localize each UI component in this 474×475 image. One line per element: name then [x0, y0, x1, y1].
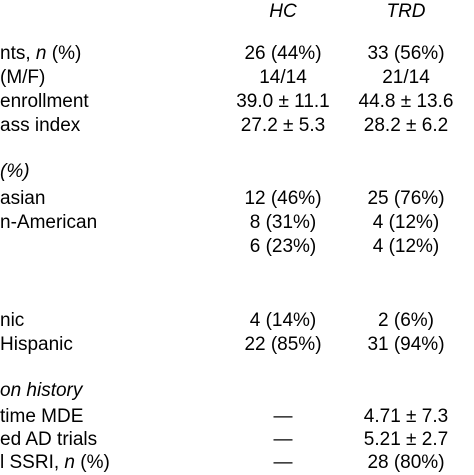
cell-trd: 4.71 ± 7.3 — [363, 406, 449, 427]
table-row — [0, 42, 474, 66]
cell-hc: — — [273, 452, 293, 473]
table-row — [0, 211, 474, 235]
cell-hc: 14/14 — [259, 67, 307, 88]
row-label: Hispanic — [0, 334, 73, 355]
table-row — [0, 187, 474, 211]
row-label: (M/F) — [0, 67, 46, 88]
row-label: time MDE — [0, 406, 84, 427]
table-row — [0, 451, 474, 475]
row-label: n-American — [0, 212, 98, 233]
table-row — [0, 90, 474, 114]
cell-hc: 39.0 ± 11.1 — [236, 91, 330, 112]
cell-hc: 26 (44%) — [244, 43, 322, 64]
cell-trd: 28.2 ± 6.2 — [363, 115, 449, 136]
cell-trd: 28 (80%) — [367, 452, 445, 473]
table-row — [0, 333, 474, 357]
table-row — [0, 235, 474, 259]
row-label: nic — [0, 310, 25, 331]
table-row — [0, 114, 474, 138]
cell-trd: 44.8 ± 13.6 — [358, 91, 454, 112]
cell-hc: — — [273, 406, 293, 427]
table-row — [0, 66, 474, 90]
cell-trd: 21/14 — [382, 67, 430, 88]
column-header-hc: HC — [269, 1, 297, 22]
cell-hc: 27.2 ± 5.3 — [240, 115, 326, 136]
table-row — [0, 428, 474, 452]
table-row — [0, 405, 474, 429]
cell-hc: 6 (23%) — [249, 236, 317, 257]
row-label: asian — [0, 188, 46, 209]
table-row — [0, 309, 474, 333]
row-label: (%) — [0, 161, 30, 182]
cell-hc: 8 (31%) — [249, 212, 317, 233]
cell-hc: — — [273, 429, 293, 450]
column-header-trd: TRD — [386, 1, 426, 22]
row-label: ed AD trials — [0, 429, 98, 450]
cell-trd: 4 (12%) — [372, 236, 440, 257]
table-header — [0, 0, 474, 24]
cell-hc: 4 (14%) — [249, 310, 317, 331]
cell-trd: 33 (56%) — [367, 43, 445, 64]
cell-trd: 5.21 ± 2.7 — [363, 429, 449, 450]
cell-hc: 22 (85%) — [244, 334, 322, 355]
row-label: ass index — [0, 115, 81, 136]
row-label: on history — [0, 380, 83, 401]
cell-trd: 25 (76%) — [367, 188, 445, 209]
row-label: nts, n (%) — [0, 43, 82, 64]
cell-trd: 31 (94%) — [367, 334, 445, 355]
row-label: enrollment — [0, 91, 89, 112]
cell-hc: 12 (46%) — [244, 188, 322, 209]
cell-trd: 4 (12%) — [372, 212, 440, 233]
row-label: l SSRI, n (%) — [0, 452, 110, 473]
cell-trd: 2 (6%) — [378, 310, 434, 331]
section-heading — [0, 160, 474, 184]
section-heading — [0, 379, 474, 403]
